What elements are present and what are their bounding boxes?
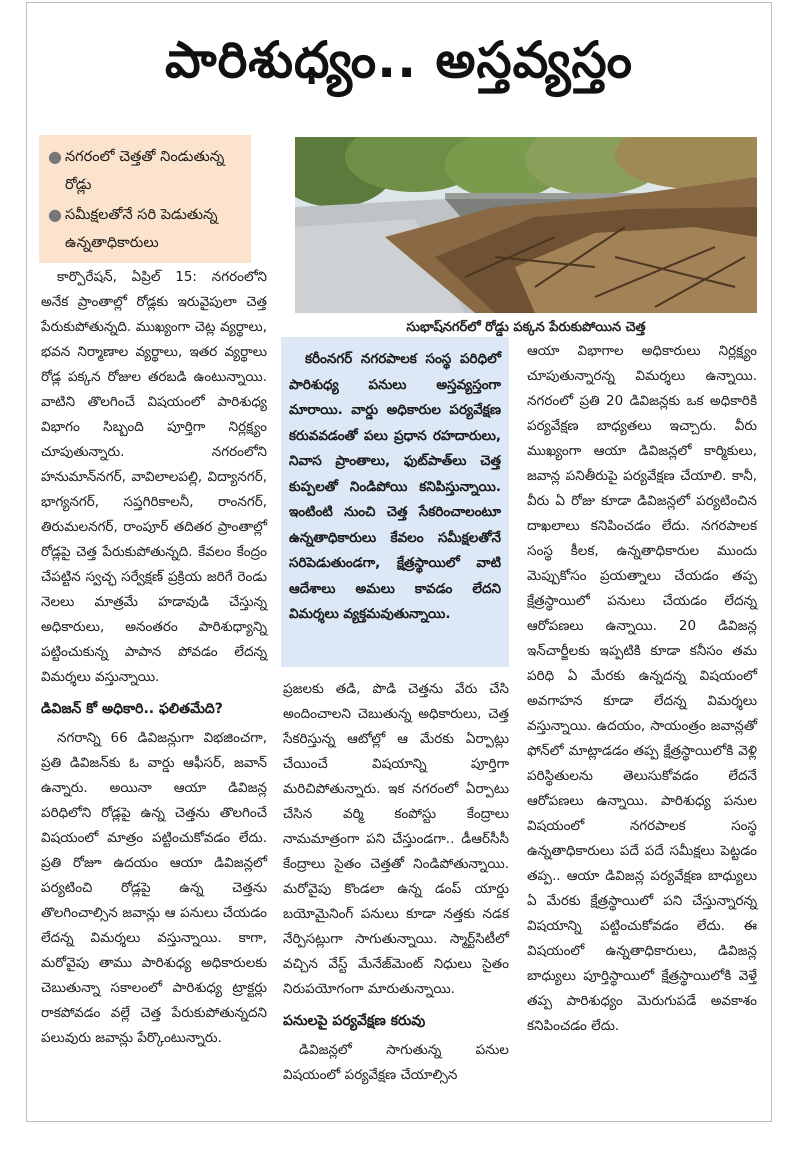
article-paragraph: ఆయా విభాగాల అధికారులు నిర్లక్ష్యం చూపుతున్నారన్న విమర్శలు ఉన్నాయి. నగరంలో ప్రతి 20 డివిజన్లకు ఒక అధికారికి పర్యవేక్షణ బాధ్యతలు ఇచ్చారు. వీరు ముఖ్యంగా ఆయా డివిజన్లలో కార్మికులు, జవాన్ల పనితీరుపై పర్యవేక్షణ చేయాలి. కానీ, వీరు ఏ రోజు కూడా డివిజన్లలో పర్యటించిన దాఖలాలు కనిపించడం లేదు. నగరపాలక సంస్థ కీలక, ఉన్నతాధికారుల ముందు మెప్పుకోసం ప్రయత్నాలు చేయడం తప్ప క్షేత్రస్థాయిలో పనులు చేయడం లేదన్న ఆరోపణలు ఉన్నాయి. 20 డివిజన్ల ఇన్‌చార్జీలకు ఇప్పటికి కూడా కనీసం తమ పరిధి ఏ మేరకు ఉన్నదన్న విషయంలో అవగాహన కూడా లేదన్న విమర్శలు వస్తున్నాయి. ఉదయం, సాయంత్రం జవాన్లతో ఫోన్‌లో మాట్లాడడం తప్ప క్షేత్రస్థాయిలోకి వెళ్లి పరిస్థితులను తెలుసుకోవడం లేదనే ఆరోపణలు ఉన్నాయి. పారిశుధ్య పనుల విషయంలో నగరపాలక సంస్థ ఉన్నతాధికారులు పదే పదే సమీక్షలు పెట్టడం తప్ప.. ఆయా డివిజన్ల పర్యవేక్షణ బాధ్యులు ఏ మేరకు క్షేత్రస్థాయిలో పని చేస్తున్నారన్న విషయాన్ని పట్టించుకోవడం లేదు. ఈ విషయంలో ఉన్నతాధికారులు, డివిజన్ల బాధ్యులు పూర్తిస్థాయిలో క్షేత్రస్థాయిలోకి వెళ్తే తప్ప పారిశుధ్యం మెరుగుపడే అవకాశం కనిపించడం లేదు. [527,343,757,1034]
highlight-text: సమీక్షలతోనే సరి పెడుతున్న ఉన్నతాధికారులు [65,207,218,251]
headline: పారిశుధ్యం.. అస్తవ్యస్తం [165,31,633,89]
highlights-box [39,135,251,263]
article-paragraph: నగరాన్ని 66 డివిజన్లుగా విభజించగా, ప్రతి డివిజన్‌కు ఓ వార్డు ఆఫీసర్‌, జవాన్‌ ఉన్నారు. అయినా ఆయా డివిజన్ల పరిధిలోని రోడ్లపై ఉన్న చెత్తను తొలగించే విషయంలో మాత్రం పట్టించుకోవడం లేదు. ప్రతి రోజూ ఉదయం ఆయా డివిజన్లలో పర్యటించి రోడ్లపై ఉన్న చెత్తను తొలగించాల్సిన జవాన్లు ఆ పనులు చేయడం లేదన్న విమర్శలు వస్తున్నాయి. కాగా, మరోవైపు తాము పారిశుధ్య అధికారులకు చెబుతున్నా సకాలంలో పారిశుధ్య ట్రాక్టర్లు రాకపోవడం వల్లే చెత్త పేరుకుపోతున్నదని పలువురు జవాన్లు పేర్కొంటున్నారు. [41,730,267,1046]
roadside-garbage-photo [295,137,757,313]
article-column-1 [41,265,267,1051]
section-subhead: పనులపై పర్యవేక్షణ కరువు [283,1013,426,1029]
photo-caption: సుభాష్‌నగర్‌లో రోడ్డు పక్కన పేరుకుపోయిన చెత్త [406,320,646,335]
newspaper-clipping [26,2,772,1122]
bullet-icon: ● [48,205,62,224]
article-paragraph: డివిజన్లలో సాగుతున్న పనుల విషయంలో పర్యవేక్షణ చేయాల్సిన [283,1042,509,1083]
summary-text: కరీంనగర్‌ నగరపాలక సంస్థ పరిధిలో పారిశుధ్య పనులు అస్తవ్యస్తంగా మారాయి. వార్డు అధికారుల పర్యవేక్షణ కరువవడంతో పలు ప్రధాన రహదారులు, నివాస ప్రాంతాలు, ఫుట్‌పాత్‌లు చెత్త కుప్పలతో నిండిపోయి కనిపిస్తున్నాయి. ఇంటింటి నుంచి చెత్త సేకరించాలంటూ ఉన్నతాధికారులు కేవలం సమీక్షలతోనే సరిపెడుతుండగా, క్షేత్రస్థాయిలో వాటి ఆదేశాలు అమలు కావడం లేదని విమర్శలు వ్యక్తమవుతున్నాయి. [289,351,501,622]
bullet-icon: ● [48,147,62,166]
article-paragraph: కార్పొరేషన్‌, ఏప్రిల్‌ 15: నగరంలోని అనేక ప్రాంతాల్లో రోడ్లకు ఇరువైపులా చెత్త పేరుకుపోతున్నది. ముఖ్యంగా చెట్ల వ్యర్థాలు, భవన నిర్మాణాల వ్యర్థాలు, ఇతర వ్యర్థాలు రోడ్ల పక్కన రోజుల తరబడి ఉంటున్నాయి. వాటిని తొలగించే విషయంలో పారిశుధ్య విభాగం సిబ్బంది పూర్తిగా నిర్లక్ష్యం చూపుతున్నారు. నగరంలోని హనుమాన్‌నగర్‌, వావిలాలపల్లి, విద్యానగర్‌, భాగ్యనగర్‌, సప్తగిరికాలనీ, రాంనగర్‌, తిరుమలనగర్‌, రాంపూర్‌ తదితర ప్రాంతాల్లో రోడ్లపై చెత్త పేరుకుపోతున్నది. కేవలం కేంద్రం చేపట్టిన స్వచ్ఛ సర్వేక్షణ్‌ ప్రక్రియ జరిగే రెండు నెలలు మాత్రమే హడావుడి చేస్తున్న అధికారులు, అనంతరం పారిశుధ్యాన్ని పట్టించుకున్న పాపాన పోవడం లేదన్న విమర్శలు వస్తున్నాయి. [41,269,267,685]
highlight-text: నగరంలో చెత్తతో నిండుతున్న రోడ్లు [65,149,225,193]
news-photo [295,137,757,313]
highlight-item [45,201,247,257]
section-subhead: డివిజన్‌ కో అధికారి.. ఫలితమేది? [41,701,223,717]
article-paragraph: ప్రజలకు తడి, పొడి చెత్తను వేరు చేసి అందించాలని చెబుతున్న అధికారులు, చెత్త సేకరిస్తున్న ఆటోల్లో ఆ మేరకు ఏర్పాట్లు చేయించే విషయాన్ని పూర్తిగా మరిచిపోతున్నారు. ఇక నగరంలో ఏర్పాటు చేసిన వర్మి కంపోస్టు కేంద్రాలు నామమాత్రంగా పని చేస్తుండగా.. డీఆర్‌సీసీ కేంద్రాలు సైతం చెత్తతో నిండిపోతున్నాయి. మరోవైపు కొండలా ఉన్న డంప్‌ యార్డు బయోమైనింగ్‌ పనులు కూడా నత్తకు నడక నేర్పిసట్లుగా సాగుతున్నాయి. స్మార్ట్‌సిటీలో వచ్చిన వేస్ట్‌ మేనేజ్‌మెంట్‌ నిధులు సైతం నిరుపయోగంగా మారుతున్నాయి. [283,681,509,997]
summary-box [281,337,509,667]
article-column-2 [283,677,509,1088]
article-column-3 [527,339,757,1039]
highlight-item [45,143,247,199]
